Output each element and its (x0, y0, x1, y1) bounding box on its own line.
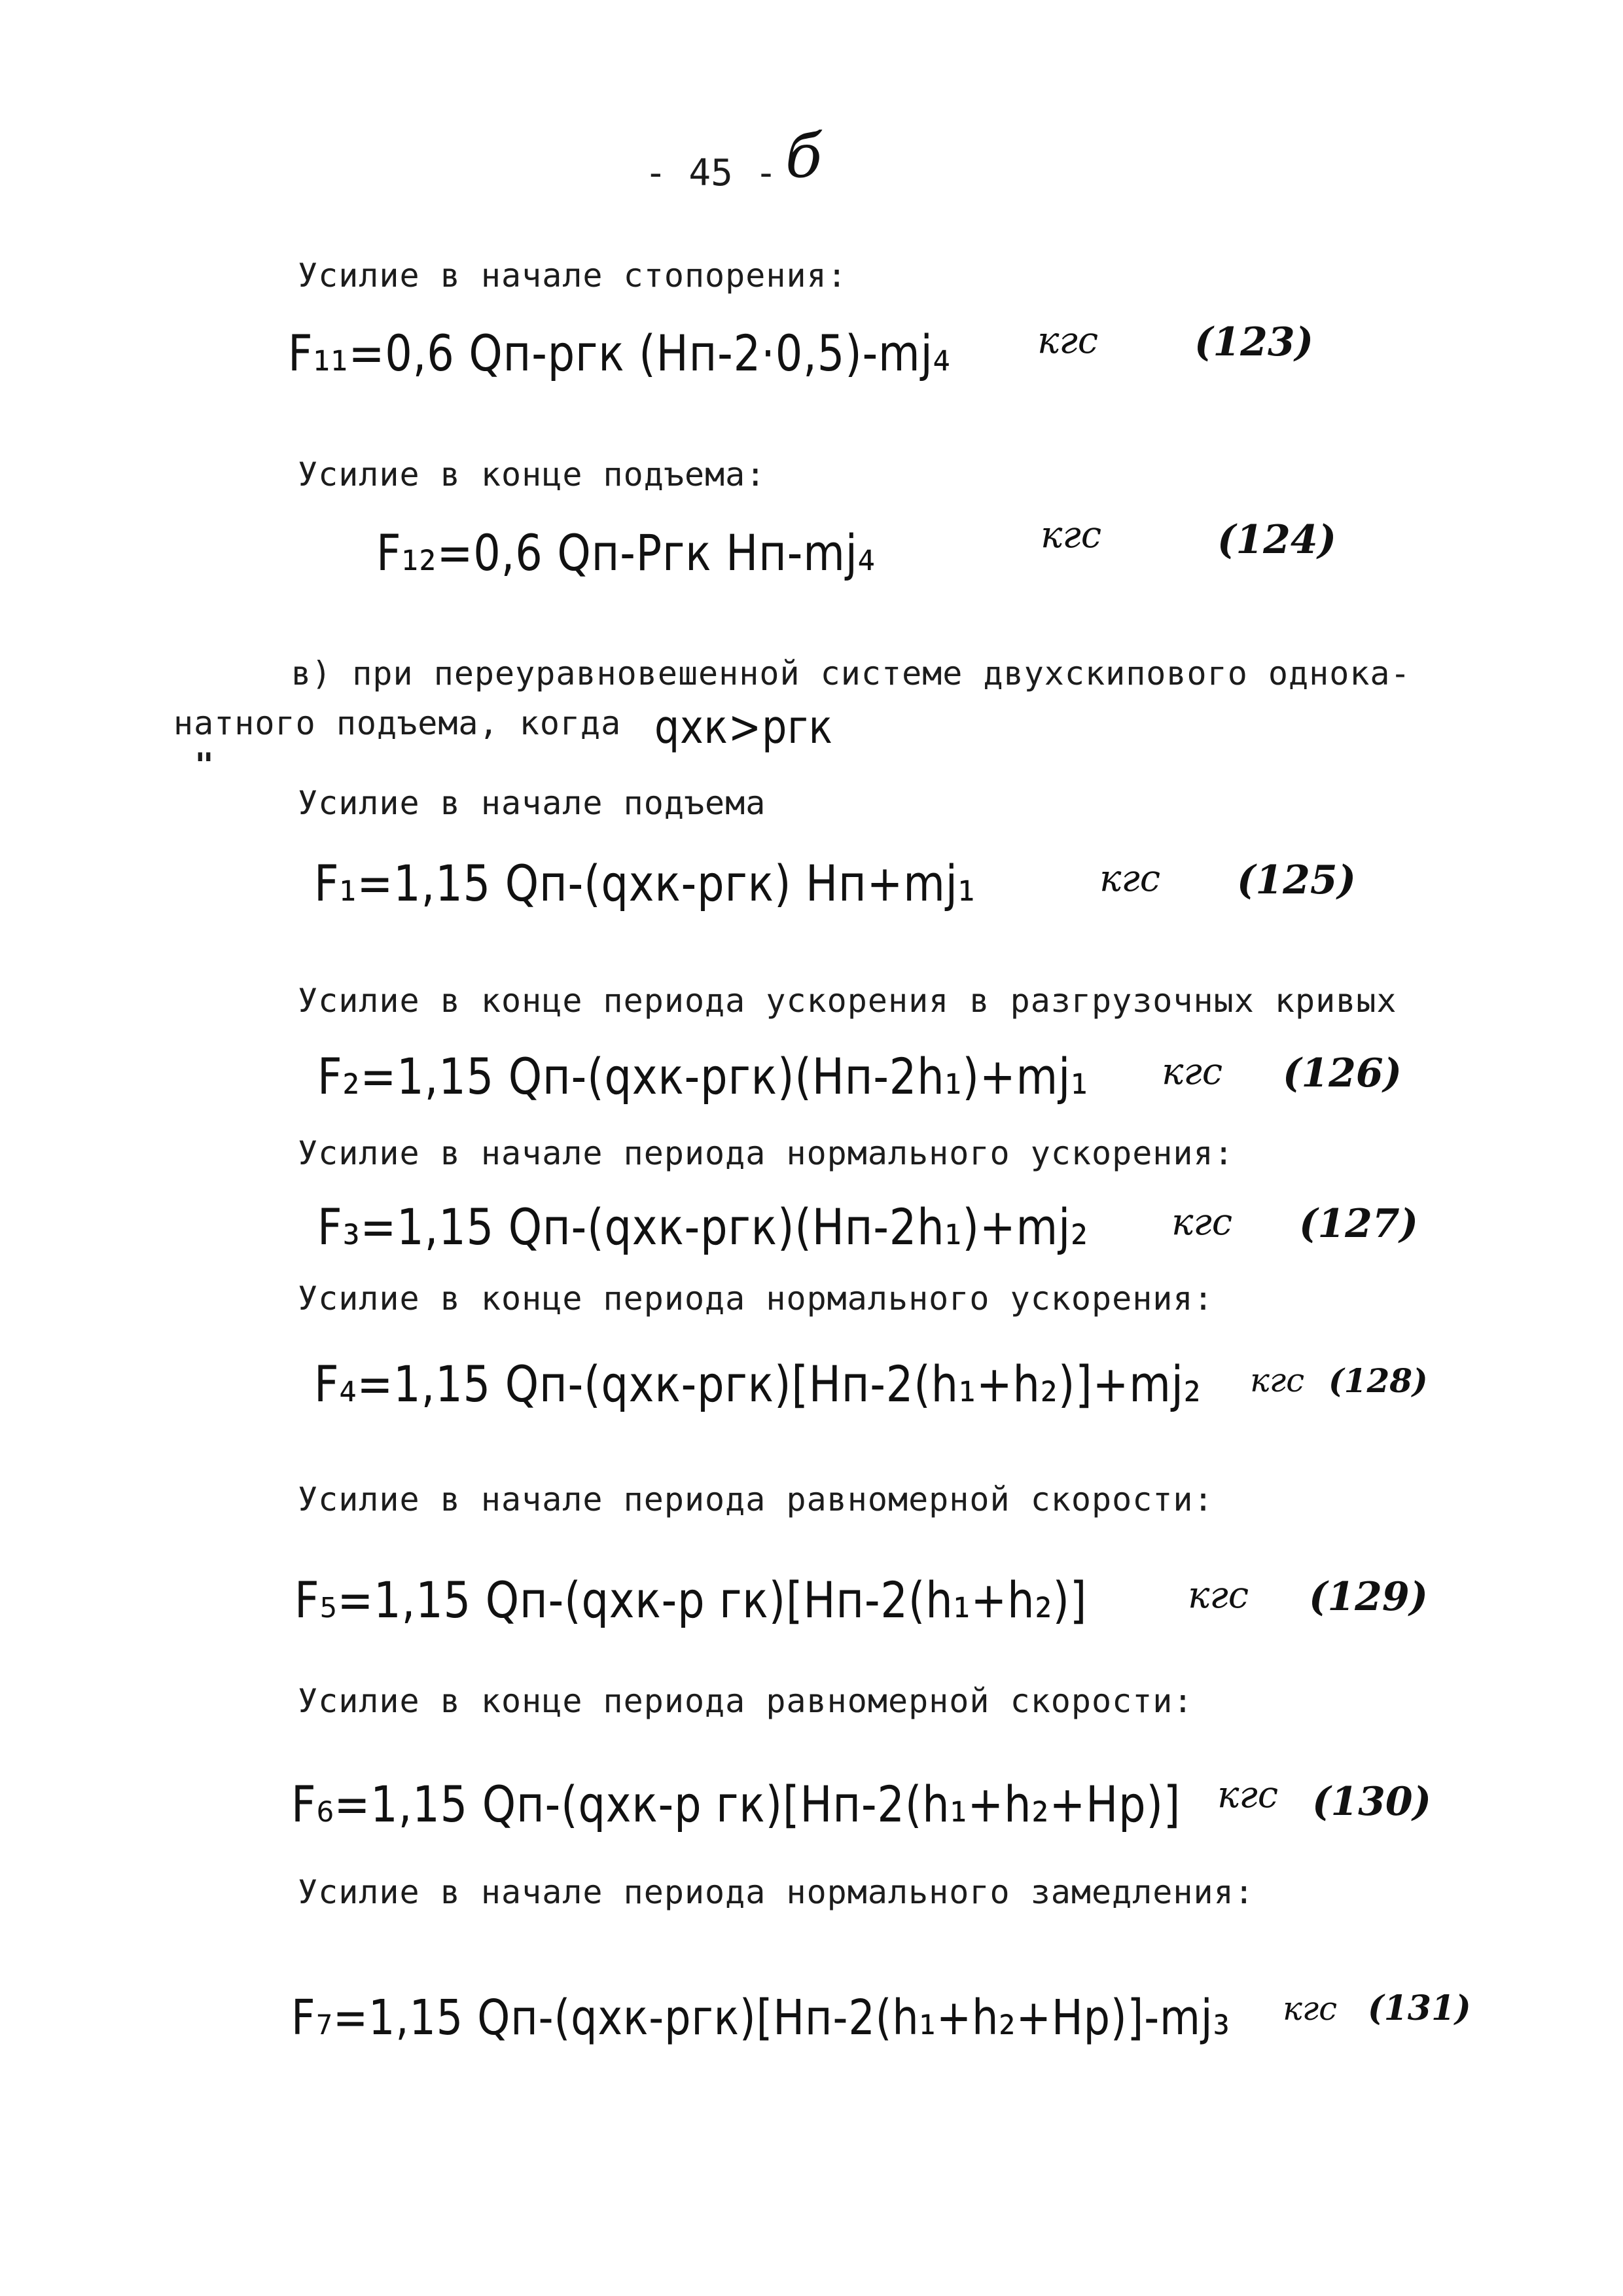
stray-mark: " (194, 746, 215, 784)
equation-number-123: (123) (1194, 319, 1314, 365)
formula-130: F₆=1,15 Qп-(qхк-p гк)[Hп-2(h₁+h₂+Hp)] (291, 1775, 1181, 1833)
formula-126: F₂=1,15 Qп-(qхк-pгк)(Hп-2h₁)+mj₁ (317, 1047, 1089, 1105)
formula-124: F₁₂=0,6 Qп-Pгк Hп-mj₄ (376, 524, 876, 582)
caption-131: Усилие в начале периода нормального замедления: (298, 1873, 1255, 1911)
caption-126: Усилие в конце периода ускорения в разгрузочных кривых (298, 982, 1397, 1020)
unit-129: кгс (1188, 1574, 1249, 1617)
condition-formula: qхк>pгк (654, 700, 833, 754)
unit-128: кгс (1250, 1361, 1305, 1399)
unit-124: кгс (1041, 514, 1102, 556)
equation-number-125: (125) (1237, 857, 1357, 903)
formula-123: F₁₁=0,6 Qп-ргк (Нп-2·0,5)-mj₄ (288, 324, 951, 382)
unit-126: кгс (1162, 1050, 1223, 1093)
page-number: - 45 - (645, 152, 777, 194)
caption-125: Усилие в начале подъема (298, 784, 766, 822)
equation-number-127: (127) (1299, 1201, 1419, 1247)
equation-number-130: (130) (1312, 1779, 1432, 1825)
caption-130: Усилие в конце периода равномерной скорости: (298, 1682, 1194, 1720)
paragraph-line-2: натного подъема, когда (173, 704, 622, 742)
unit-127: кгс (1171, 1201, 1233, 1244)
equation-number-124: (124) (1217, 517, 1337, 563)
formula-125: F₁=1,15 Qп-(qхк-pгк) Hп+mj₁ (314, 854, 976, 912)
caption-123: Усилие в начале стопорения: (298, 257, 847, 295)
paragraph-line-1: в) при переуравновешенной системе двухскипового однока- (291, 655, 1411, 692)
unit-125: кгс (1099, 857, 1161, 900)
formula-128: F₄=1,15 Qп-(qхк-pгк)[Hп-2(h₁+h₂)]+mj₂ (314, 1355, 1202, 1413)
formula-127: F₃=1,15 Qп-(qхк-pгк)(Hп-2h₁)+mj₂ (317, 1198, 1089, 1256)
caption-129: Усилие в начале периода равномерной скорости: (298, 1480, 1214, 1518)
unit-131: кгс (1283, 1990, 1338, 2028)
equation-number-129: (129) (1309, 1574, 1429, 1620)
caption-124: Усилие в конце подъема: (298, 456, 766, 493)
formula-129: F₅=1,15 Qп-(qхк-p гк)[Hп-2(h₁+h₂)] (294, 1571, 1088, 1629)
unit-123: кгс (1037, 319, 1099, 362)
caption-127: Усилие в начале периода нормального ускорения: (298, 1134, 1234, 1172)
formula-131: F₇=1,15 Qп-(qхк-pгк)[Hп-2(h₁+h₂+Hp)]-mj₃ (291, 1990, 1230, 2046)
equation-number-131: (131) (1368, 1988, 1471, 2028)
caption-128: Усилие в конце периода нормального ускорения: (298, 1280, 1214, 1318)
equation-number-126: (126) (1283, 1050, 1402, 1096)
page-number-suffix: б (785, 121, 823, 191)
unit-130: кгс (1217, 1774, 1279, 1816)
equation-number-128: (128) (1329, 1361, 1428, 1400)
